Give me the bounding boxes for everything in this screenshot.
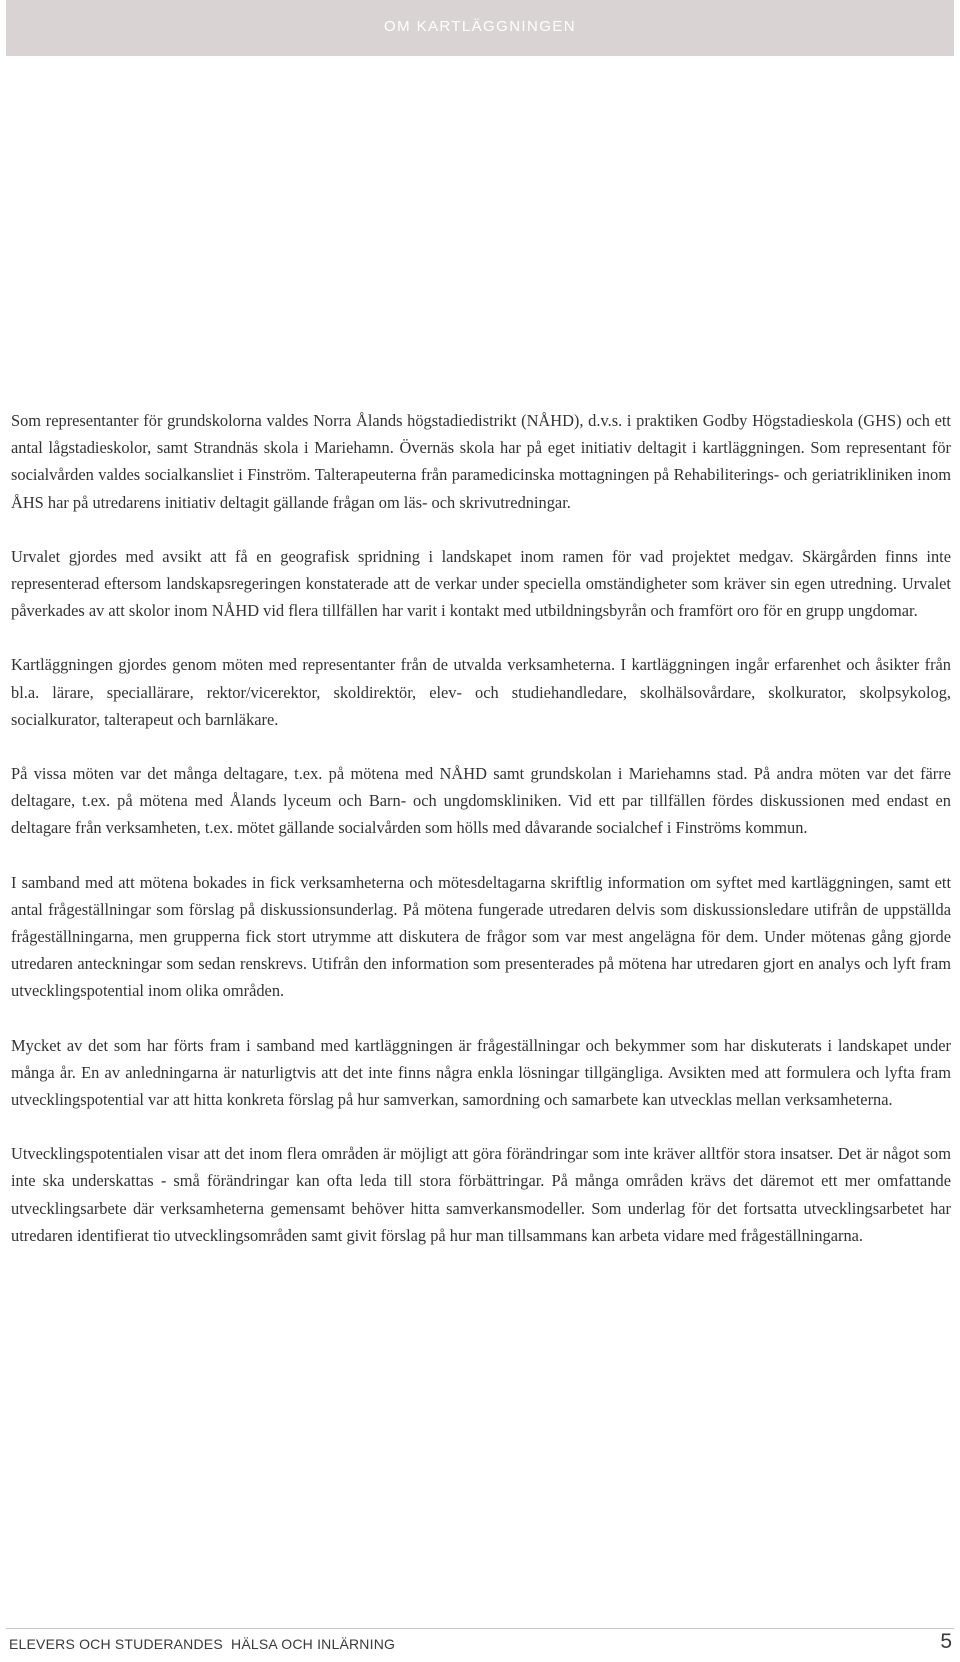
body-paragraph-1: Som representanter för grundskolorna valdes Norra Ålands högstadiedistrikt (NÅHD), d.v.s. i praktiken Godby Högstadieskola (GHS) och ett antal lågstadieskolor, samt Strandnäs skola i Mariehamn. Övernäs skola har på eget initiativ deltagit i kartläggningen. Som representant för socialvården valdes socialkansliet i Finström. Talterapeuterna från paramedicinska mottagningen på Rehabiliterings- och geriatrikliniken inom ÅHS har på utredarens initiativ deltagit gällande frågan om läs- och skrivutredningar. (11, 411, 951, 512)
body-paragraph-3: Kartläggningen gjordes genom möten med representanter från de utvalda verksamheterna. I kartläggningen ingår erfarenhet och åsikter från bl.a. lärare, speciallärare, rektor/vicerektor, skoldirektör, elev- och studiehandledare, skolhälsovårdare, skolkurator, skolpsykolog, socialkurator, talterapeut och barnläkare. (11, 655, 951, 729)
section-header-band (6, 0, 954, 56)
footer-divider (6, 1628, 954, 1629)
page-number: 5 (940, 1630, 952, 1653)
footer-publication-title: ELEVERS OCH STUDERANDES HÄLSA OCH INLÄRNING (9, 1636, 396, 1652)
body-paragraph-7: Utvecklingspotentialen visar att det inom flera områden är möjligt att göra förändringar som inte kräver alltför stora insatser. Det är något som inte ska underskattas - små förändringar kan ofta leda till stora förbättringar. På många områden krävs det däremot ett mer omfattande utvecklingsarbete där verksamheterna gemensamt behöver hitta samverkansmodeller. Som underlag för det fortsatta utvecklingsarbetet har utredaren identifierat tio utvecklingsområden samt givit förslag på hur man tillsammans kan arbeta vidare med frågeställningarna. (11, 1144, 951, 1245)
body-paragraph-5: I samband med att mötena bokades in fick verksamheterna och mötesdeltagarna skriftlig information om syftet med kartläggningen, samt ett antal frågeställningar som förslag på diskussionsunderlag. På mötena fungerade utredaren delvis som diskussionsledare utifrån de uppställda frågeställningarna, men grupperna fick stort utrymme att diskutera de frågor som var mest angelägna för dem. Under mötenas gång gjorde utredaren anteckningar som sedan renskrevs. Utifrån den information som presenterades på mötena har utredaren gjort en analys och lyft fram utvecklingspotential inom olika områden. (11, 872, 951, 1001)
body-paragraph-4: På vissa möten var det många deltagare, t.ex. på mötena med NÅHD samt grundskolan i Mariehamns stad. På andra möten var det färre deltagare, t.ex. på mötena med Ålands lyceum och Barn- och ungdomskliniken. Vid ett par tillfällen fördes diskussionen med endast en deltagare från verksamheten, t.ex. mötet gällande socialvården som hölls med dåvarande socialchef i Finströms kommun. (11, 764, 951, 838)
section-title: OM KARTLÄGGNINGEN (384, 18, 576, 35)
body-paragraph-6: Mycket av det som har förts fram i samband med kartläggningen är frågeställningar och bekymmer som har diskuterats i landskapet under många år. En av anledningarna är naturligtvis att det inte finns några enkla lösningar tillgängliga. Avsikten med att formulera och lyfta fram utvecklingspotential var att hitta konkreta förslag på hur samverkan, samordning och samarbete kan utvecklas mellan verksamheterna. (11, 1035, 951, 1110)
body-text (11, 407, 951, 1276)
body-paragraph-2: Urvalet gjordes med avsikt att få en geografisk spridning i landskapet inom ramen för vad projektet medgav. Skärgården finns inte representerad eftersom landskapsregeringen konstaterade att de verkar under speciella omständigheter som kräver sin egen utredning. Urvalet påverkades av att skolor inom NÅHD vid flera tillfällen har varit i kontakt med utbildningsbyrån och framfört oro för en grupp ungdomar. (11, 546, 951, 621)
